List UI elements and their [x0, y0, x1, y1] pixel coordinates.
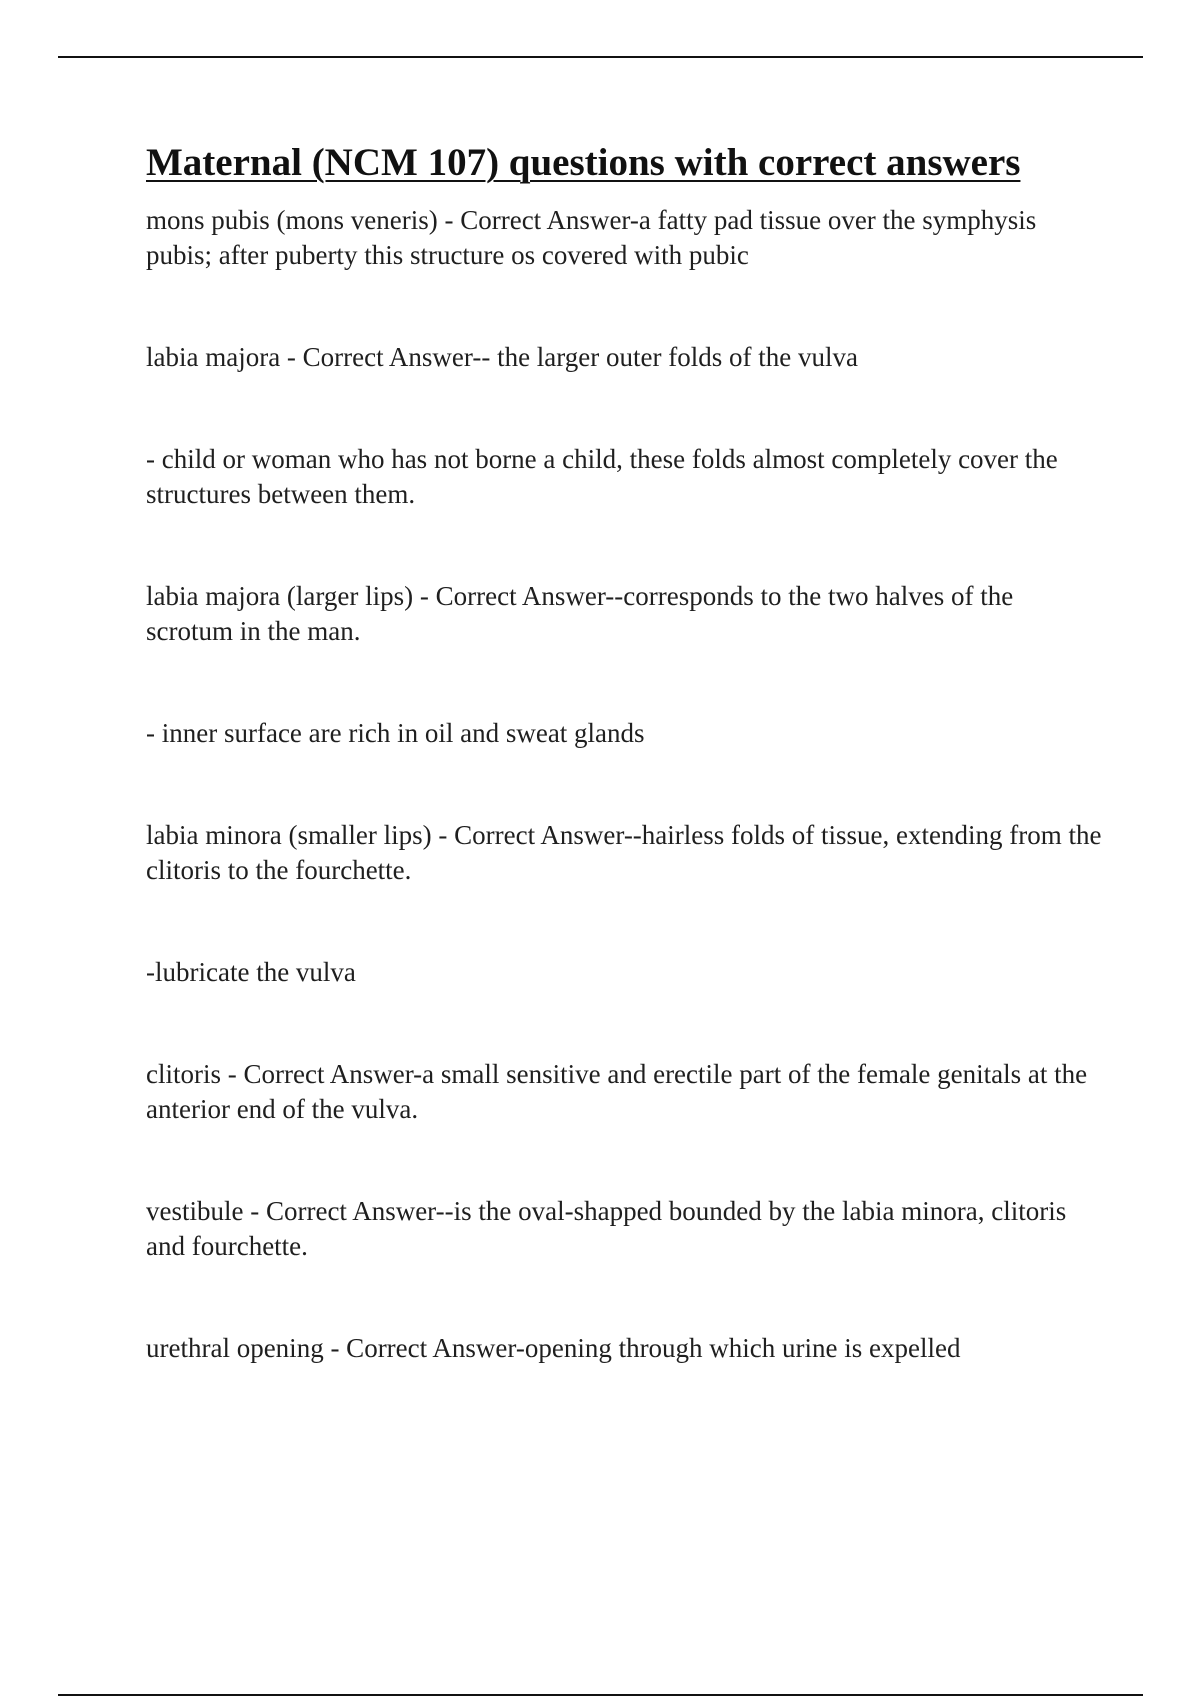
document-title: Maternal (NCM 107) questions with correct answers [146, 141, 1021, 184]
qa-entry-labia-majora-note: - child or woman who has not borne a child, these folds almost completely cover the structures between them. [146, 443, 1058, 509]
qa-entry-clitoris: clitoris - Correct Answer-a small sensitive and erectile part of the female genitals at the anterior end of the vulva. [146, 1058, 1088, 1124]
qa-entry-labia-majora: labia majora - Correct Answer-- the larger outer folds of the vulva [146, 341, 858, 372]
qa-entry-mons-pubis: mons pubis (mons veneris) - Correct Answer-a fatty pad tissue over the symphysis pubis; after puberty this structure os covered with pubic [146, 204, 1037, 270]
qa-entry-labia-minora: labia minora (smaller lips) - Correct Answer--hairless folds of tissue, extending from the clitoris to the fourchette. [146, 819, 1102, 885]
document-body [146, 140, 1106, 1366]
qa-list [146, 203, 1106, 1366]
qa-entry-urethral-opening: urethral opening - Correct Answer-opening through which urine is expelled [146, 1332, 961, 1363]
qa-entry-inner-surface-note: - inner surface are rich in oil and sweat glands [146, 717, 645, 748]
bottom-divider [58, 1694, 1143, 1696]
top-divider [58, 56, 1143, 58]
qa-entry-vestibule: vestibule - Correct Answer--is the oval-shapped bounded by the labia minora, clitoris and fourchette. [146, 1195, 1067, 1261]
qa-entry-labia-majora-larger-lips: labia majora (larger lips) - Correct Answer--corresponds to the two halves of the scrotum in the man. [146, 580, 1014, 646]
qa-entry-lubricate-note: -lubricate the vulva [146, 956, 356, 987]
